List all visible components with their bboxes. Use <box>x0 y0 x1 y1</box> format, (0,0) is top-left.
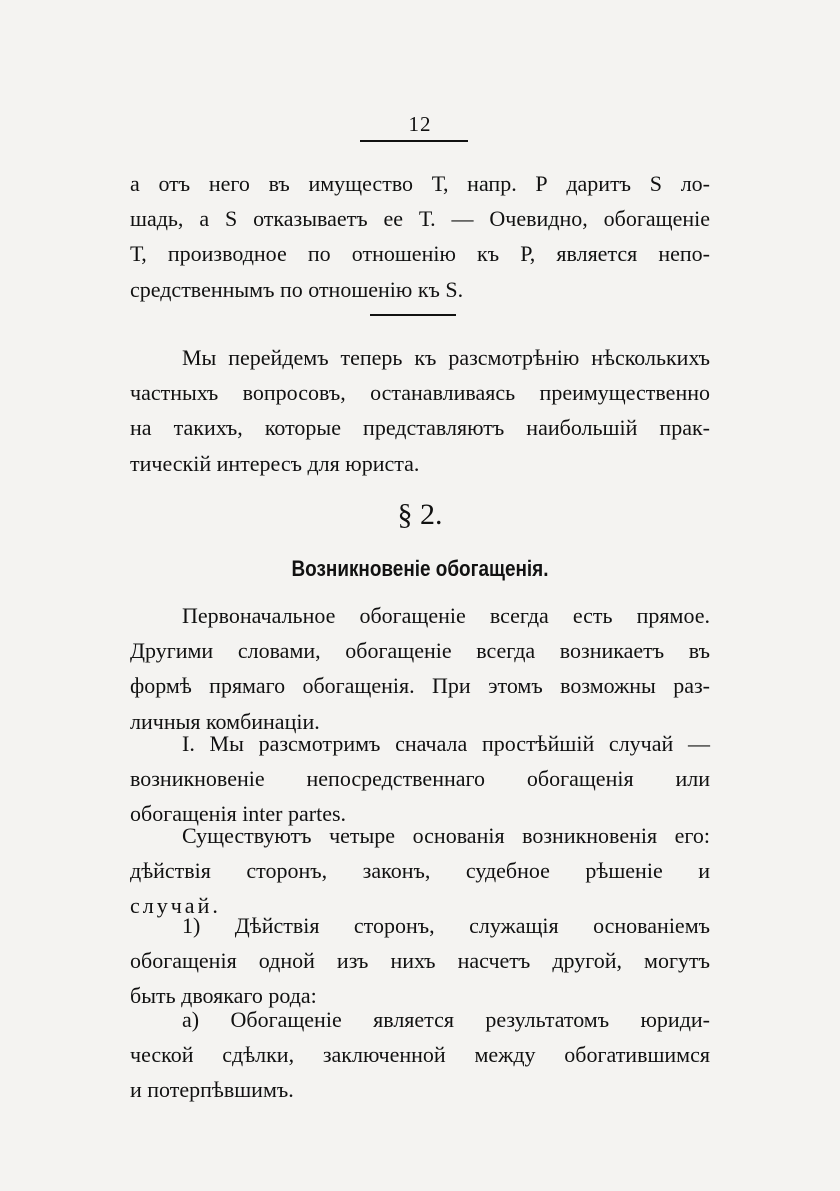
text-line: тическій интересъ для юриста. <box>130 450 420 476</box>
section-title: Возникновеніе обогащенія. <box>291 556 549 581</box>
paragraph-case-one <box>130 726 710 832</box>
text-line: Т, производное по отношенію къ Р, является непо- <box>130 241 710 267</box>
text-line: быть двоякаго рода: <box>130 983 317 1009</box>
text-line: возникновеніе непосредственнаго обогащенія или <box>130 766 710 792</box>
text-line: обогащенія inter partes. <box>130 801 347 827</box>
text-line: Мы перейдемъ теперь къ разсмотрѣнію нѣсколькихъ <box>182 345 710 370</box>
text-line: и потерпѣвшимъ. <box>130 1077 294 1103</box>
paragraph-party-actions <box>130 908 710 1014</box>
text-line: дѣйствія сторонъ, законъ, судебное рѣшеніе и <box>130 858 710 884</box>
header-rule <box>360 140 468 142</box>
text-line: обогащенія одной изъ нихъ насчетъ другой, могутъ <box>130 948 710 974</box>
text-line: средственнымъ по отношенію къ S. <box>130 276 464 302</box>
paragraph-legal-transaction <box>130 1002 710 1108</box>
text-line: а отъ него въ имущество Т, напр. Р даритъ S ло- <box>130 171 710 196</box>
text-line: 1) Дѣйствія сторонъ, служащія основаніемъ <box>182 913 710 938</box>
section-divider <box>370 314 456 316</box>
text-line: частныхъ вопросовъ, останавливаясь преимущественно <box>130 380 710 406</box>
text-line: случай. <box>130 893 221 919</box>
text-line: личныя комбинаціи. <box>130 708 320 734</box>
paragraph-transition <box>130 340 710 481</box>
page-number: 12 <box>408 112 432 136</box>
paragraph-primary-enrichment <box>130 598 710 739</box>
text-line: Существуютъ четыре основанія возникновенія его: <box>182 823 710 848</box>
text-line: а) Обогащеніе является результатомъ юриди- <box>182 1007 710 1032</box>
text-line: ческой сдѣлки, заключенной между обогатившимся <box>130 1042 710 1068</box>
text-line: I. Мы разсмотримъ сначала простѣйшій случай — <box>182 731 710 756</box>
text-line: Другими словами, обогащеніе всегда возникаетъ въ <box>130 638 710 664</box>
text-line: формѣ прямаго обогащенія. При этомъ возможны раз- <box>130 673 710 699</box>
text-line: на такихъ, которые представляютъ наибольшій прак- <box>130 415 710 441</box>
section-number: § 2. <box>397 498 443 531</box>
text-line: Первоначальное обогащеніе всегда есть прямое. <box>182 603 710 628</box>
paragraph-continuation <box>130 166 710 307</box>
text-line: шадь, а S отказываетъ ее Т. — Очевидно, обогащеніе <box>130 206 710 232</box>
